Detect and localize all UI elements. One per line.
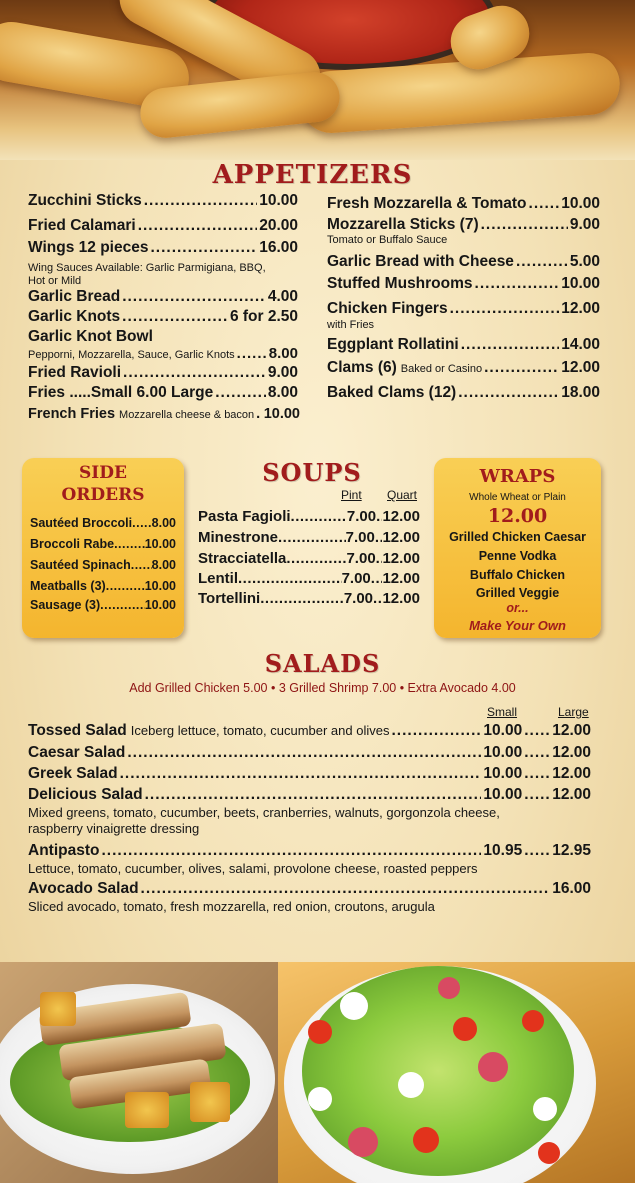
delicious-salad-desc-2: raspberry vinaigrette dressing bbox=[28, 821, 200, 836]
soup-item: Stracciatella ..... 7.00 ..... 12.00 bbox=[198, 550, 420, 567]
wraps-or: or... bbox=[506, 601, 529, 615]
side-item: Sautéed Spinach ..... 8.00 bbox=[30, 558, 176, 572]
menu-item: Fresh Mozzarella & Tomato ..... 10.00 bbox=[327, 195, 600, 213]
soup-item: Lentil ..... 7.00 ..... 12.00 bbox=[198, 570, 420, 587]
menu-item: Stuffed Mushrooms ..... 10.00 bbox=[327, 275, 600, 293]
small-column-header: Small bbox=[487, 705, 518, 719]
menu-item: Garlic Knots ..... 6 for 2.50 bbox=[28, 308, 298, 326]
wraps-make-your-own: Make Your Own bbox=[469, 618, 566, 633]
salad-addons: Add Grilled Chicken 5.00 • 3 Grilled Shrimp 7.00 • Extra Avocado 4.00 bbox=[129, 681, 516, 695]
antipasto-salad-photo bbox=[278, 962, 635, 1183]
menu-item: Garlic Bread ..... 4.00 bbox=[28, 288, 298, 306]
salad-item: Greek Salad ..... 10.00 ..... 12.00 bbox=[28, 765, 591, 783]
menu-item: Baked Clams (12) ..... 18.00 bbox=[327, 384, 600, 402]
menu-item: Clams (6) Baked or Casino ..... 12.00 bbox=[327, 359, 600, 377]
knot-bowl-desc-row: Pepporni, Mozzarella, Sauce, Garlic Knots ..... 8.00 bbox=[28, 345, 298, 362]
salad-item: Tossed Salad Iceberg lettuce, tomato, cucumber and olives ..... 10.00 ..... 12.00 bbox=[28, 722, 591, 740]
soup-item: Pasta Fagioli ..... 7.00 ..... 12.00 bbox=[198, 508, 420, 525]
wrap-item: Grilled Veggie bbox=[475, 586, 560, 600]
menu-item: Garlic Bread with Cheese ..... 5.00 bbox=[327, 253, 600, 271]
side-orders-heading-2: ORDERS bbox=[61, 485, 145, 505]
wraps-bread-options: Whole Wheat or Plain bbox=[469, 492, 566, 503]
side-orders-panel bbox=[22, 458, 184, 638]
menu-item: Chicken Fingers ..... 12.00 bbox=[327, 300, 600, 318]
soup-item: Minestrone ..... 7.00 ..... 12.00 bbox=[198, 529, 420, 546]
menu-item: Mozzarella Sticks (7) ..... 9.00 bbox=[327, 216, 600, 234]
salads-heading: SALADS bbox=[264, 649, 381, 678]
soups-heading: SOUPS bbox=[262, 458, 362, 487]
side-orders-heading-1: SIDE bbox=[79, 463, 127, 483]
side-item: Meatballs (3) ..... 10.00 bbox=[30, 579, 176, 593]
menu-item: French Fries Mozzarella cheese & bacon ..... 10.00 bbox=[28, 406, 300, 422]
menu-item: Fried Calamari ..... 20.00 bbox=[28, 217, 298, 235]
menu-item: Zucchini Sticks ..... 10.00 bbox=[28, 192, 298, 210]
wing-sauces-note-2: Hot or Mild bbox=[28, 275, 82, 287]
mozzarella-sticks-photo bbox=[0, 0, 635, 160]
salad-item: Avocado Salad ..... 16.00 bbox=[28, 880, 591, 898]
wraps-panel bbox=[434, 458, 601, 638]
mozz-sticks-sauce-note: Tomato or Buffalo Sauce bbox=[327, 234, 448, 246]
chicken-fingers-note: with Fries bbox=[327, 319, 375, 331]
caesar-salad-photo bbox=[0, 962, 280, 1183]
menu-item: Garlic Knot Bowl bbox=[28, 328, 153, 345]
side-item: Sausage (3) ..... 10.00 bbox=[30, 598, 176, 612]
large-column-header: Large bbox=[558, 705, 589, 719]
wraps-price: 12.00 bbox=[487, 505, 548, 527]
salad-item: Antipasto ..... 10.95 ..... 12.95 bbox=[28, 842, 591, 860]
salad-item: Delicious Salad ..... 10.00 ..... 12.00 bbox=[28, 786, 591, 804]
delicious-salad-desc: Mixed greens, tomato, cucumber, beets, cranberries, walnuts, gorgonzola cheese, bbox=[28, 805, 500, 820]
wraps-heading: WRAPS bbox=[479, 466, 556, 487]
quart-column-header: Quart bbox=[387, 488, 418, 502]
menu-item: Wings 12 pieces ..... 16.00 bbox=[28, 239, 298, 257]
antipasto-desc: Lettuce, tomato, cucumber, olives, salami, provolone cheese, roasted peppers bbox=[28, 861, 478, 876]
salad-item: Caesar Salad ..... 10.00 ..... 12.00 bbox=[28, 744, 591, 762]
side-item: Sautéed Broccoli ..... 8.00 bbox=[30, 516, 176, 530]
appetizers-heading: APPETIZERS bbox=[212, 160, 413, 190]
side-item: Broccoli Rabe ..... 10.00 bbox=[30, 537, 176, 551]
avocado-salad-desc: Sliced avocado, tomato, fresh mozzarella, red onion, croutons, arugula bbox=[28, 899, 435, 914]
menu-item: Eggplant Rollatini ..... 14.00 bbox=[327, 336, 600, 354]
wrap-item: Buffalo Chicken bbox=[469, 568, 566, 582]
pint-column-header: Pint bbox=[341, 488, 362, 502]
wrap-item: Penne Vodka bbox=[478, 549, 557, 563]
soup-item: Tortellini ..... 7.00 ..... 12.00 bbox=[198, 590, 420, 607]
menu-item: Fried Ravioli ..... 9.00 bbox=[28, 364, 298, 382]
menu-item: Fries .....Small 6.00 Large ..... 8.00 bbox=[28, 384, 298, 402]
wrap-item: Grilled Chicken Caesar bbox=[449, 530, 586, 544]
wing-sauces-note: Wing Sauces Available: Garlic Parmigiana, BBQ, bbox=[28, 262, 266, 274]
